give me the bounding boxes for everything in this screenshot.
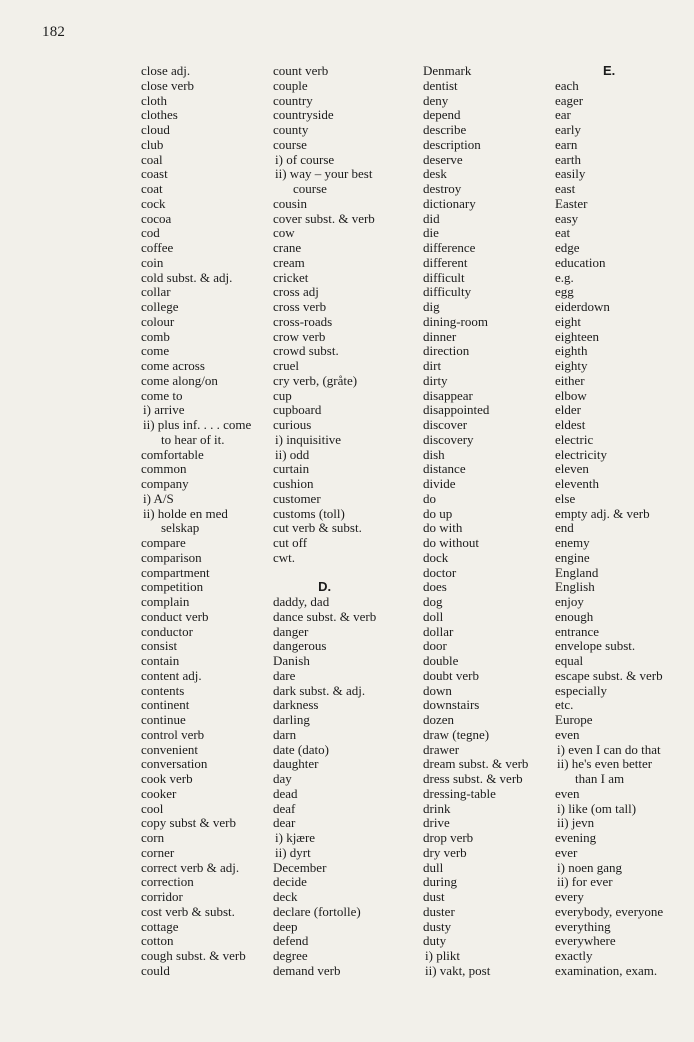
word-entry: ii) odd [275,446,310,462]
word-entry: i) of course [275,151,335,167]
word-entry: cruel [273,358,299,373]
word-entry: distance [423,461,466,477]
word-entry: darn [273,726,297,742]
word-entry: dream subst. & verb [423,756,529,772]
word-entry: earth [555,151,581,167]
word-entry: danger [273,623,309,639]
word-entry: cost verb & subst. [141,903,235,919]
spacer [273,566,376,581]
word-entry: England [555,564,599,580]
word-entry: dictionary [423,195,476,211]
word-entry: elder [555,402,581,418]
word-entry: ear [555,107,571,123]
word-entry: i) inquisitive [275,431,342,447]
word-entry: competition [141,579,204,595]
word-entry: deny [423,92,449,108]
word-entry: comb [141,328,170,344]
word-list-column-2 [273,64,376,979]
word-entry: consist [141,638,178,654]
word-entry: i) arrive [143,402,185,418]
word-entry: contain [141,653,180,668]
word-entry: dusty [423,918,452,934]
word-entry: cloth [141,92,167,108]
word-list-column-4 [555,64,663,979]
word-entry: cross-roads [273,313,333,329]
word-entry: could [141,962,170,978]
word-entry: customer [273,490,321,506]
word-entry: conversation [141,756,208,772]
word-entry: especially [555,682,607,698]
word-entry: crow verb [273,328,326,344]
word-entry: eiderdown [555,299,610,314]
word-entry: dish [423,446,445,462]
word-entry: dock [423,549,449,565]
word-entry: continue [141,712,186,727]
word-entry: demand verb [273,962,341,978]
word-entry: darkness [273,697,319,713]
word-entry: coast [141,166,168,182]
word-entry: course [273,136,307,152]
word-entry: end [555,520,574,536]
word-entry: deaf [273,800,296,816]
word-entry: ii) plus inf. . . . come [143,417,252,432]
word-entry: down [423,682,452,698]
word-entry: dark subst. & adj. [273,682,366,698]
word-entry: enough [555,608,594,624]
word-entry: i) noen gang [557,859,622,875]
word-entry: ii) jevn [557,815,595,831]
word-entry: selskap [161,520,200,536]
word-entry: compartment [141,564,210,580]
word-entry: come across [141,358,205,373]
word-entry: dollar [423,623,454,639]
word-entry: draw (tegne) [423,726,490,742]
word-entry: i) kjære [275,830,316,845]
word-entry: electricity [555,446,607,462]
word-entry: come to [141,387,183,403]
word-entry: dead [273,785,298,801]
word-entry: content adj. [141,667,202,683]
word-entry: edge [555,240,580,255]
word-entry: count verb [273,63,329,78]
word-entry: cross verb [273,299,327,314]
word-entry: conduct verb [141,608,209,624]
word-entry: couple [273,77,308,93]
word-entry: desk [423,166,447,182]
word-entry: crane [273,240,302,255]
word-entry: Europe [555,712,593,727]
word-entry: dear [273,815,296,831]
word-entry: curtain [273,461,310,477]
page-number: 182 [42,24,66,40]
word-entry: early [555,122,581,137]
word-entry: i) A/S [143,490,174,506]
word-entry: easily [555,166,586,182]
word-entry: enjoy [555,594,584,609]
word-entry: coat [141,181,163,196]
word-entry: empty adj. & verb [555,505,650,521]
word-entry: cottage [141,918,179,934]
word-entry: close verb [141,77,195,93]
word-entry: etc. [555,697,574,713]
word-entry: ii) way – your best [275,166,373,182]
word-entry: dozen [423,712,455,727]
word-entry: coal [141,151,163,167]
word-entry: double [423,653,459,668]
word-entry: course [293,181,327,196]
word-entry: eighth [555,343,588,359]
word-entry: dog [423,594,443,609]
word-entry: corridor [141,889,183,904]
word-entry: disappointed [423,402,490,418]
word-entry: cooker [141,785,177,801]
word-entry: than I am [575,771,625,786]
word-entry: direction [423,343,470,359]
word-entry: earn [555,136,578,152]
word-entry: dangerous [273,638,327,654]
word-entry: egg [555,284,574,300]
word-entry: company [141,476,189,491]
word-entry: control verb [141,726,205,742]
word-entry: cocoa [141,210,172,226]
word-entry: customs (toll) [273,505,345,521]
word-entry: dry verb [423,844,467,860]
word-entry: electric [555,431,594,447]
word-entry: cry verb, (gråte) [273,372,358,388]
word-entry: dare [273,667,296,683]
word-entry: each [555,77,579,93]
word-entry: during [423,874,457,890]
word-entry: copy subst & verb [141,815,236,831]
word-entry: countryside [273,107,334,123]
word-entry: doctor [423,564,457,580]
word-entry: cream [273,254,305,270]
word-entry: complain [141,594,190,609]
word-entry: corner [141,844,175,860]
word-entry: e.g. [555,269,574,285]
word-entry: enemy [555,535,590,550]
word-entry: else [555,490,576,506]
word-entry: ever [555,844,578,860]
word-entry: eager [555,92,584,108]
word-entry: cwt. [273,549,296,565]
word-entry: English [555,579,595,595]
word-entry: eight [555,313,581,329]
word-entry: dull [423,859,444,875]
word-entry: everywhere [555,933,616,949]
word-entry: degree [273,948,308,963]
word-list-column-1 [141,64,251,979]
word-entry: duty [423,933,447,949]
word-entry: corn [141,830,165,845]
word-entry: door [423,638,447,654]
word-entry: cloud [141,122,170,137]
word-entry: ii) dyrt [275,844,311,860]
word-entry: contents [141,682,185,698]
word-entry: escape subst. & verb [555,667,663,683]
word-entry: ii) holde en med [143,505,228,521]
word-entry: cow [273,225,295,241]
word-entry: comparison [141,549,202,565]
word-entry: date (dato) [273,741,329,757]
word-entry: did [423,210,440,226]
word-entry: cushion [273,476,314,491]
word-entry: entrance [555,623,600,639]
word-entry: do up [423,505,453,521]
word-entry: difference [423,240,476,255]
word-entry: eat [555,225,571,241]
word-entry: cut verb & subst. [273,520,362,536]
word-entry: club [141,136,164,152]
word-entry: everything [555,918,611,934]
word-entry: decide [273,874,307,890]
word-entry: i) like (om tall) [557,800,637,816]
word-entry: cricket [273,269,309,285]
word-entry: dust [423,889,445,904]
word-entry: envelope subst. [555,638,636,654]
word-entry: cod [141,225,160,241]
word-entry: eleventh [555,476,600,491]
word-entry: eldest [555,417,586,432]
word-entry: everybody, everyone [555,903,664,919]
word-entry: either [555,372,585,388]
word-entry: disappear [423,387,473,403]
word-entry: colour [141,313,175,329]
word-entry: downstairs [423,697,480,713]
word-entry: east [555,181,576,196]
word-entry: deck [273,889,298,904]
word-list-column-3 [423,64,528,979]
word-entry: eighteen [555,328,600,344]
word-entry: correct verb & adj. [141,859,240,875]
word-entry: cup [273,387,292,403]
word-entry: drink [423,800,451,816]
word-entry: equal [555,653,584,668]
word-entry: dining-room [423,313,488,329]
word-entry: cover subst. & verb [273,210,375,226]
word-entry: collar [141,284,171,300]
word-entry: declare (fortolle) [273,903,361,919]
word-entry: dirt [423,358,442,373]
section-heading: E. [602,63,616,78]
word-entry: dinner [423,328,457,344]
word-entry: dress subst. & verb [423,771,523,786]
word-entry: compare [141,535,186,550]
word-entry: doubt verb [423,667,479,683]
word-entry: ii) vakt, post [425,962,491,978]
word-entry: cross adj [273,284,319,300]
word-entry: cotton [141,933,174,949]
word-entry: eighty [555,358,588,373]
word-entry: education [555,254,606,270]
word-entry: darling [273,712,310,727]
word-entry: duster [423,903,455,919]
word-entry: evening [555,830,597,845]
word-entry: to hear of it. [161,431,225,447]
word-entry: easy [555,210,579,226]
word-entry: come [141,343,170,359]
word-entry: come along/on [141,372,218,388]
word-entry: do [423,490,436,506]
word-entry: ii) for ever [557,874,613,890]
word-entry: i) plikt [425,948,461,963]
word-entry: difficult [423,269,465,285]
word-entry: exactly [555,948,593,963]
word-entry: dirty [423,372,448,388]
word-entry: discover [423,417,468,432]
word-entry: common [141,461,187,477]
word-entry: describe [423,122,467,137]
word-entry: drop verb [423,830,474,845]
word-entry: cool [141,800,164,816]
word-entry: Denmark [423,63,472,78]
word-entry: ii) he's even better [557,756,653,772]
word-entry: drive [423,815,450,831]
word-entry: dentist [423,77,458,93]
word-entry: convenient [141,741,199,757]
word-entry: cut off [273,535,308,550]
word-entry: county [273,122,309,137]
word-entry: drawer [423,741,460,757]
word-entry: difficulty [423,284,472,300]
word-entry: day [273,771,292,786]
word-entry: different [423,254,468,270]
word-entry: cupboard [273,402,322,418]
word-entry: elbow [555,387,587,403]
word-entry: curious [273,417,312,432]
word-entry: deep [273,918,298,934]
word-entry: correction [141,874,194,890]
word-entry: dig [423,299,440,314]
word-entry: daughter [273,756,319,772]
word-entry: college [141,299,179,314]
word-entry: comfortable [141,446,204,462]
word-entry: every [555,889,584,904]
word-entry: eleven [555,461,589,477]
word-entry: close adj. [141,63,191,78]
word-entry: defend [273,933,309,949]
word-entry: coin [141,254,164,270]
word-entry: Easter [555,195,588,211]
word-entry: country [273,92,313,108]
word-entry: destroy [423,181,462,196]
word-entry: cock [141,195,166,211]
word-entry: crowd subst. [273,343,339,359]
word-entry: divide [423,476,456,491]
word-entry: do with [423,520,463,536]
word-entry: cough subst. & verb [141,948,246,963]
word-entry: Danish [273,653,310,668]
word-entry: does [423,579,447,595]
word-entry: conductor [141,623,193,639]
word-entry: doll [423,608,444,624]
word-entry: even [555,785,580,801]
word-entry: examination, exam. [555,962,658,978]
word-entry: even [555,726,580,742]
word-entry: continent [141,697,190,713]
word-entry: i) even I can do that [557,741,661,757]
word-entry: dance subst. & verb [273,608,377,624]
word-entry: description [423,136,481,152]
word-entry: cold subst. & adj. [141,269,233,285]
section-heading: D. [318,579,332,595]
word-entry: December [273,859,327,875]
word-entry: engine [555,549,590,565]
word-entry: do without [423,535,479,550]
word-entry: die [423,225,439,241]
word-entry: depend [423,107,461,123]
word-entry: discovery [423,431,474,447]
word-entry: cook verb [141,771,193,786]
word-entry: deserve [423,151,463,167]
word-entry: cousin [273,195,307,211]
word-entry: coffee [141,240,174,255]
word-entry: daddy, dad [273,594,330,609]
word-entry: dressing-table [423,785,496,801]
word-entry: clothes [141,107,178,123]
